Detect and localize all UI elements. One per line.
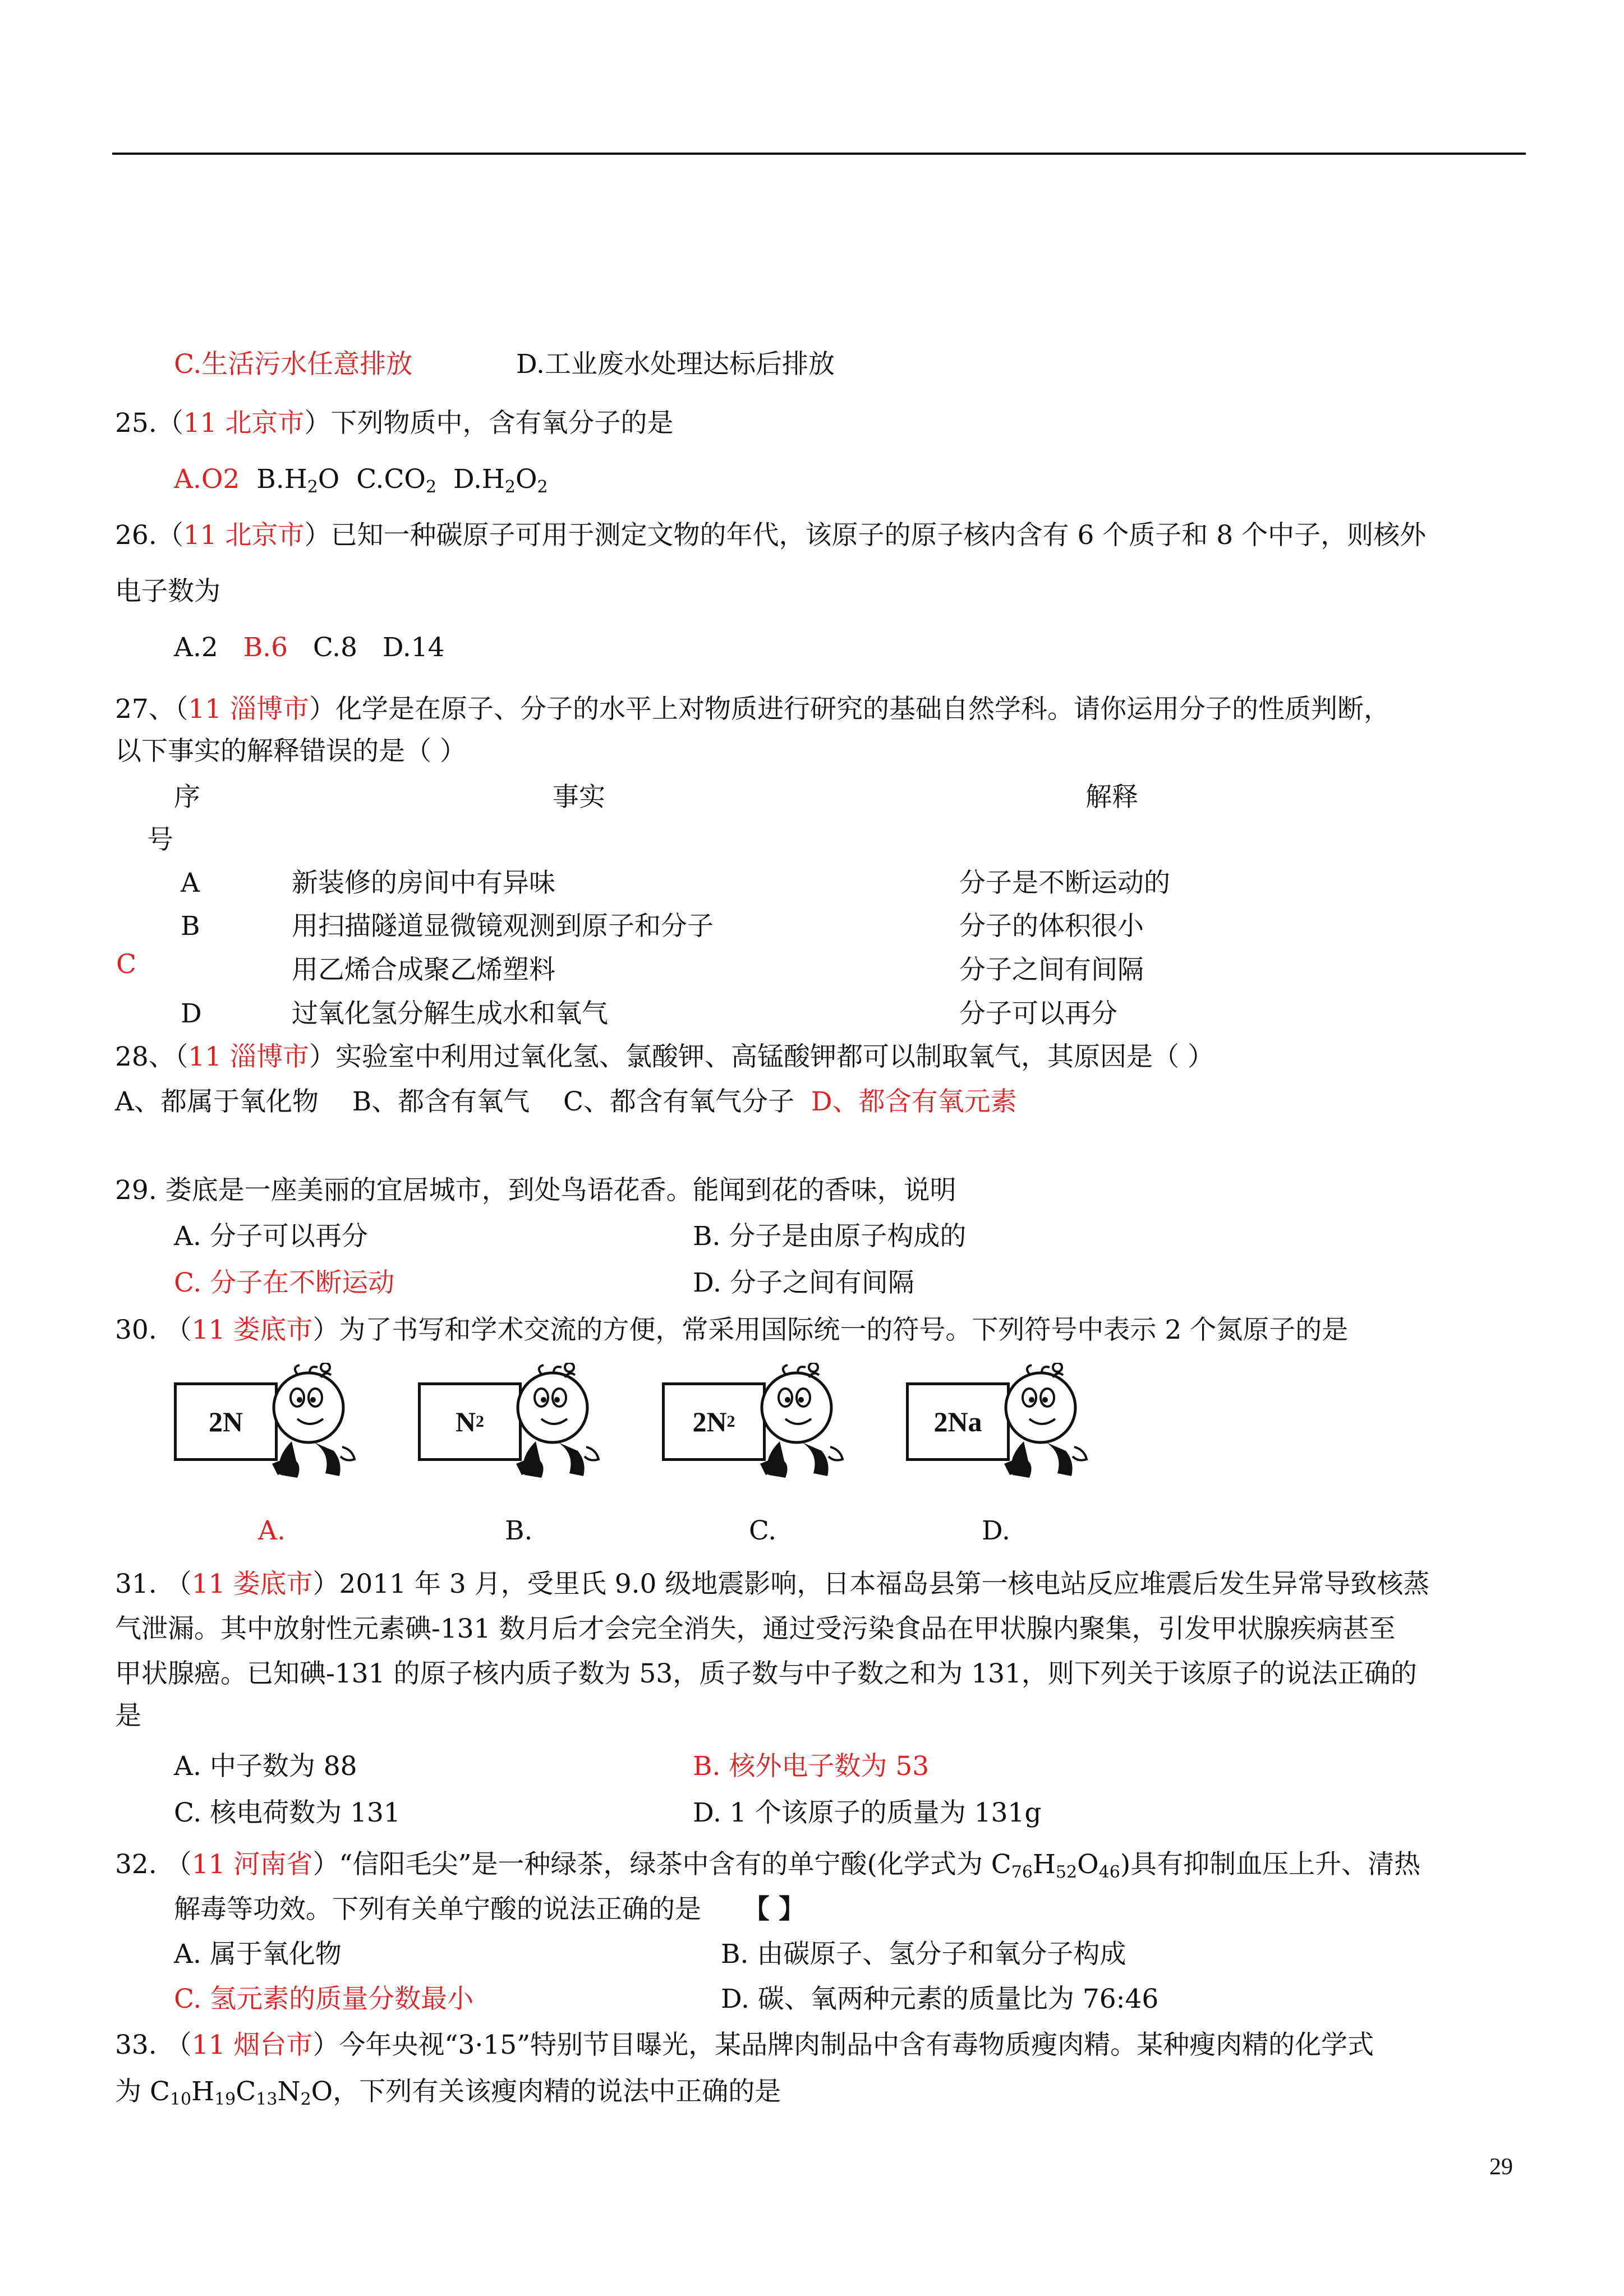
q30-stem: 30. （11 娄底市）为了书写和学术交流的方便，常采用国际统一的符号。下列符号中表示 2 个氮原子的是 xyxy=(115,1315,1349,1345)
q31-stem-line3: 甲状腺癌。已知碘-131 的原子核内质子数为 53，质子数与中子数之和为 131，则下列关于该原子的说法正确的 xyxy=(115,1658,1417,1689)
q27-header-seq2: 号 xyxy=(147,824,173,855)
symbol-box: 2N xyxy=(174,1382,278,1461)
q29-option-b: B. 分子是由原子构成的 xyxy=(693,1221,967,1252)
q27-row-label: B xyxy=(181,911,200,942)
q26-stem: 26.（11 北京市）已知一种碳原子可用于测定文物的年代，该原子的原子核内含有 6 个质子和 8 个中子，则核外 xyxy=(115,520,1427,551)
q33-stem-line2: 为 $C_{10}H_{19}C_{13}N_2O$，下列有关该瘦肉精的说法中正确的是 xyxy=(115,2076,781,2109)
cartoon-character-icon xyxy=(258,1363,359,1486)
q27-row-fact: 过氧化氢分解生成水和氧气 xyxy=(292,998,608,1029)
q25-stem: 25.（11 北京市）下列物质中，含有氧分子的是 xyxy=(115,408,674,439)
q27-header-fact: 事实 xyxy=(553,782,605,813)
q27-row-label: D xyxy=(181,998,202,1029)
q29-stem: 29. 娄底是一座美丽的宜居城市，到处鸟语花香。能闻到花的香味，说明 xyxy=(115,1175,956,1206)
q27-row-fact: 用扫描隧道显微镜观测到原子和分子 xyxy=(292,911,714,942)
q31-option-b: B. 核外电子数为 53 xyxy=(693,1751,930,1782)
q32-stem-line2: 解毒等功效。下列有关单宁酸的说法正确的是 【 】 xyxy=(174,1894,806,1925)
q27-row-label: C xyxy=(116,949,136,980)
q27-row-label: A xyxy=(181,868,200,898)
q30-label-c: C. xyxy=(749,1515,777,1546)
page-number: 29 xyxy=(1489,2154,1513,2180)
symbol-box: N 2 xyxy=(418,1382,522,1461)
q32-option-c: C. 氢元素的质量分数最小 xyxy=(174,1984,474,2014)
q31-stem: 31. （11 娄底市）2011 年 3 月，受里氏 9.0 级地震影响，日本福岛县第一核电站反应堆震后发生异常导致核蒸 xyxy=(115,1569,1430,1599)
q25-option-c: $C.CO_2$ xyxy=(356,464,437,497)
cartoon-character-icon xyxy=(502,1363,603,1486)
q27-row-expl: 分子是不断运动的 xyxy=(959,868,1170,898)
q31-option-d: D. 1 个该原子的质量为 131g xyxy=(693,1797,1042,1828)
q31-option-a: A. 中子数为 88 xyxy=(174,1751,357,1782)
q32-option-d: D. 碳、氧两种元素的质量比为 76:46 xyxy=(721,1984,1159,2014)
q25-option-b: $B.H_2O$ xyxy=(256,464,340,497)
q29-option-d: D. 分子之间有间隔 xyxy=(693,1267,914,1298)
q27-header-seq: 序 xyxy=(174,782,200,813)
q30-label-a: A. xyxy=(258,1515,286,1546)
q25-option-d: $D.H_2O_2$ xyxy=(453,464,548,497)
q27-row-expl: 分子可以再分 xyxy=(959,998,1117,1029)
q29-option-c: C. 分子在不断运动 xyxy=(174,1267,395,1298)
q30-figure-d xyxy=(906,1363,1243,1486)
cartoon-character-icon xyxy=(746,1363,847,1486)
q31-stem-line4: 是 xyxy=(115,1700,141,1731)
q32-stem: 32. （11 河南省）“信阳毛尖”是一种绿茶，绿茶中含有的单宁酸(化学式为 $C_{76}H_{52}O_{46}$)具有抑制血压上升、清热 xyxy=(115,1849,1421,1882)
symbol-box: 2N 2 xyxy=(662,1382,766,1461)
q32-option-a: A. 属于氧化物 xyxy=(174,1939,342,1970)
q27-row-fact: 用乙烯合成聚乙烯塑料 xyxy=(292,955,555,985)
q24-option-c: C.生活污水任意排放 xyxy=(174,349,413,380)
q28-options: A、都属于氧化物 B、都含有氧气 C、都含有氧气分子 D、都含有氧元素 xyxy=(115,1086,1017,1117)
q28-stem: 28、（11 淄博市）实验室中利用过氧化氢、氯酸钾、高锰酸钾都可以制取氧气，其原因是（ ） xyxy=(115,1041,1214,1072)
q24-option-d: D.工业废水处理达标后排放 xyxy=(516,349,835,380)
header-rule xyxy=(112,153,1526,155)
q26-options: A.2 B.6 C.8 D.14 xyxy=(174,632,445,663)
q31-option-c: C. 核电荷数为 131 xyxy=(174,1797,401,1828)
q31-stem-line2: 气泄漏。其中放射性元素碘-131 数月后才会完全消失，通过受污染食品在甲状腺内聚集，引发甲状腺疾病甚至 xyxy=(115,1613,1396,1644)
q26-stem-line2: 电子数为 xyxy=(115,576,220,607)
q25-option-a: A.O2 xyxy=(174,464,240,495)
symbol-box: 2Na xyxy=(906,1382,1010,1461)
q25-options xyxy=(174,463,548,496)
q27-row-expl: 分子的体积很小 xyxy=(959,911,1144,942)
q30-label-d: D. xyxy=(982,1515,1010,1546)
q30-label-b: B. xyxy=(505,1515,533,1546)
cartoon-character-icon xyxy=(990,1363,1091,1486)
q27-header-explanation: 解释 xyxy=(1085,782,1138,813)
q27-stem-line2: 以下事实的解释错误的是（ ） xyxy=(115,736,466,767)
q33-stem: 33. （11 烟台市）今年央视“3·15”特别节目曝光，某品牌肉制品中含有毒物质瘦肉精。某种瘦肉精的化学式 xyxy=(115,2030,1374,2060)
q27-stem: 27、（11 淄博市）化学是在原子、分子的水平上对物质进行研究的基础自然学科。请你运用分子的性质判断， xyxy=(115,694,1391,725)
q27-row-fact: 新装修的房间中有异味 xyxy=(292,868,555,898)
q32-option-b: B. 由碳原子、氢分子和氧分子构成 xyxy=(721,1939,1126,1970)
q29-option-a: A. 分子可以再分 xyxy=(174,1221,368,1252)
q27-row-expl: 分子之间有间隔 xyxy=(959,955,1144,985)
